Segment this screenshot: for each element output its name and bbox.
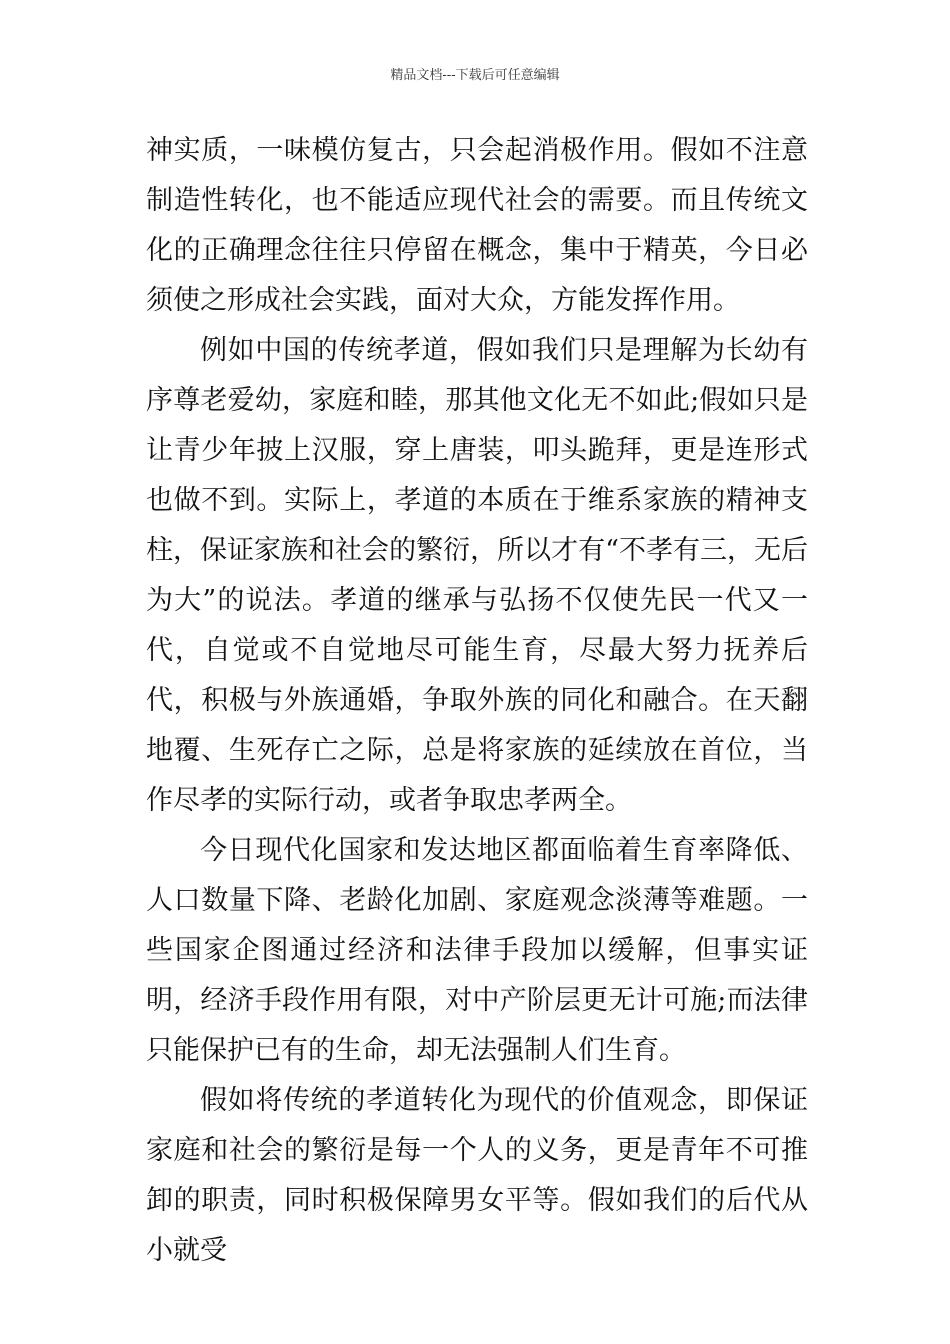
paragraph-4: 假如将传统的孝道转化为现代的价值观念，即保证家庭和社会的繁衍是每一个人的义务，更是青年不可推卸的职责，同时积极保障男女平等。假如我们的后代从小就受 [146, 1085, 808, 1266]
page-header: 精品文档---下载后可任意编辑 [390, 68, 560, 83]
paragraph-2: 例如中国的传统孝道，假如我们只是理解为长幼有序尊老爱幼，家庭和睦，那其他文化无不如此;假如只是让青少年披上汉服，穿上唐装，叩头跪拜，更是连形式也做不到。实际上，孝道的本质在于维系家族的精神支柱，保证家族和社会的繁衍，所以才有“不孝有三，无后为大”的说法。孝道的继承与弘扬不仅使先民一代又一代，自觉或不自觉地尽可能生育，尽最大努力抚养后代，积极与外族通婚，争取外族的同化和融合。在天翻地覆、生死存亡之际，总是将家族的延续放在首位，当作尽孝的实际行动，或者争取忠孝两全。 [146, 335, 808, 816]
paragraph-1: 神实质，一味模仿复古，只会起消极作用。假如不注意制造性转化，也不能适应现代社会的需要。而且传统文化的正确理念往往只停留在概念，集中于精英，今日必须使之形成社会实践，面对大众，方能发挥作用。 [146, 135, 808, 316]
paragraph-3: 今日现代化国家和发达地区都面临着生育率降低、人口数量下降、老龄化加剧、家庭观念淡薄等难题。一些国家企图通过经济和法律手段加以缓解，但事实证明，经济手段作用有限，对中产阶层更无计可施;而法律只能保护已有的生命，却无法强制人们生育。 [146, 835, 808, 1066]
document-body [146, 126, 808, 1276]
